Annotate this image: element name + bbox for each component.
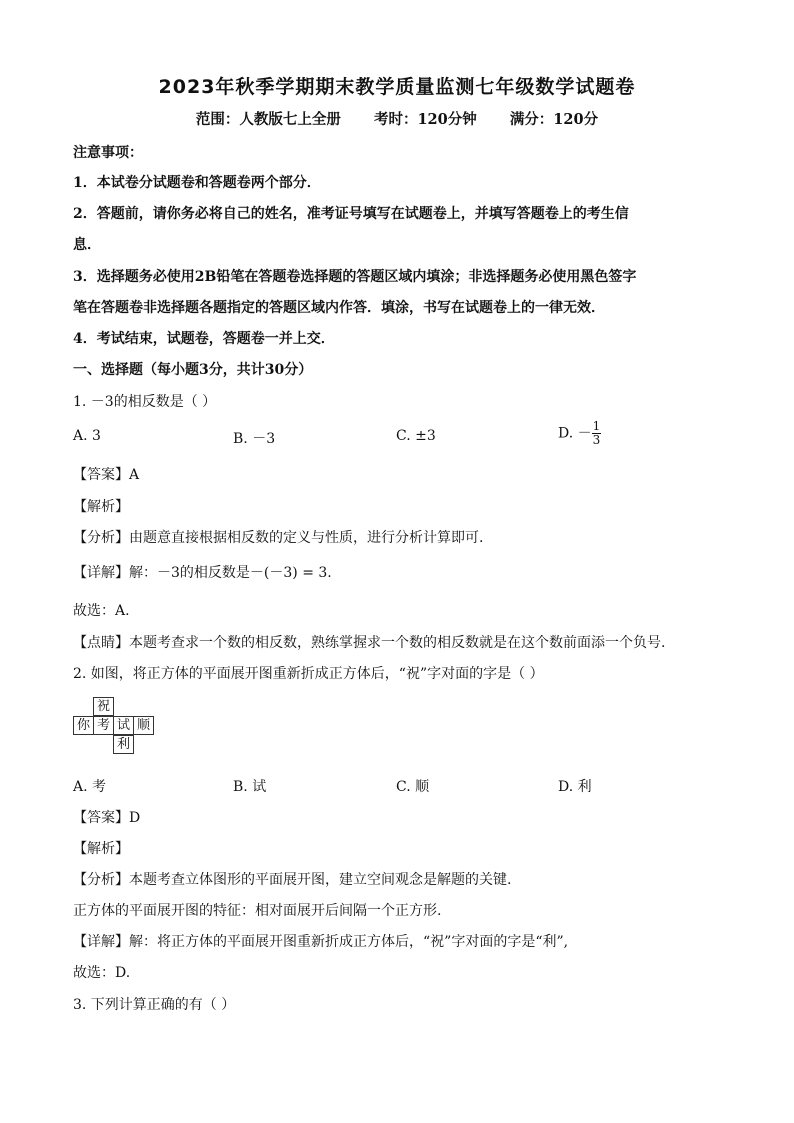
net-cell-shi: 试 bbox=[113, 716, 134, 735]
scope-text: 范围：人教版七上全册 bbox=[195, 111, 341, 128]
note-2-line-2: 息． bbox=[73, 237, 101, 253]
time-text: 考时：120分钟 bbox=[373, 111, 477, 128]
q2-choose: 故选：D. bbox=[73, 965, 131, 981]
note-1: 1．本试卷分试题卷和答题卷两个部分． bbox=[73, 175, 321, 191]
exam-title: 2023年秋季学期期末教学质量监测七年级数学试题卷 bbox=[158, 76, 636, 98]
score-text: 满分：120分 bbox=[509, 111, 599, 128]
q1-option-d-prefix: D. － bbox=[558, 425, 592, 442]
q1-fenxi: 【分析】由题意直接根据相反数的定义与性质，进行分析计算即可. bbox=[73, 530, 484, 546]
q2-option-b: B. 试 bbox=[233, 779, 267, 795]
section-1-heading: 一、选择题（每小题3分，共计30分） bbox=[73, 362, 313, 378]
fraction-numerator: 1 bbox=[592, 419, 601, 433]
q1-dianjing: 【点睛】本题考查求一个数的相反数，熟练掌握求一个数的相反数就是在这个数前面添一个负号. bbox=[73, 635, 666, 651]
note-4: 4．考试结束，试题卷，答题卷一并上交． bbox=[73, 331, 335, 347]
net-cell-ni: 你 bbox=[73, 716, 94, 735]
q1-stem: 1. －3的相反数是（ ） bbox=[73, 394, 217, 410]
q3-stem: 3. 下列计算正确的有（ ） bbox=[73, 997, 236, 1013]
q1-detail: 【详解】解：－3的相反数是－(－3) = 3. bbox=[73, 565, 332, 581]
q2-option-c: C. 顺 bbox=[396, 779, 430, 795]
note-2-line-1: 2．答题前，请你务必将自己的姓名，准考证号填写在试题卷上，并填写答题卷上的考生信 bbox=[73, 206, 629, 222]
net-cell-zhu: 祝 bbox=[93, 697, 114, 716]
net-cell-kao: 考 bbox=[93, 716, 114, 735]
q2-answer: 【答案】D bbox=[73, 810, 141, 826]
q1-analysis-label: 【解析】 bbox=[73, 499, 129, 515]
fraction bbox=[592, 420, 602, 447]
q1-option-a: A. 3 bbox=[73, 428, 101, 444]
exam-subtitle bbox=[0, 108, 794, 129]
q2-fenxi: 【分析】本题考查立体图形的平面展开图，建立空间观念是解题的关键. bbox=[73, 872, 512, 888]
q2-analysis-label: 【解析】 bbox=[73, 841, 129, 857]
q2-feature: 正方体的平面展开图的特征：相对面展开后间隔一个正方形. bbox=[73, 903, 442, 919]
q1-option-b: B. －3 bbox=[233, 431, 276, 447]
q1-option-d bbox=[558, 420, 601, 447]
q2-option-d: D. 利 bbox=[558, 779, 592, 795]
q1-answer: 【答案】A bbox=[73, 467, 140, 483]
q1-option-c: C. ±3 bbox=[396, 428, 436, 444]
notes-heading: 注意事项： bbox=[73, 145, 143, 161]
fraction-denominator: 3 bbox=[592, 433, 601, 447]
q2-detail: 【详解】解：将正方体的平面展开图重新折成正方体后，“祝”字对面的字是“利”, bbox=[73, 934, 569, 950]
q2-stem: 2. 如图，将正方体的平面展开图重新折成正方体后，“祝”字对面的字是（ ） bbox=[73, 666, 544, 682]
q2-option-a: A. 考 bbox=[73, 779, 107, 795]
net-cell-shun: 顺 bbox=[133, 716, 154, 735]
q1-choose: 故选：A. bbox=[73, 603, 130, 619]
note-3-line-2: 笔在答题卷非选择题各题指定的答题区域内作答．填涂，书写在试题卷上的一律无效． bbox=[73, 300, 605, 316]
net-cell-li: 利 bbox=[113, 735, 134, 754]
note-3-line-1: 3．选择题务必使用2B铅笔在答题卷选择题的答题区域内填涂；非选择题务必使用黑色签字 bbox=[73, 269, 637, 285]
